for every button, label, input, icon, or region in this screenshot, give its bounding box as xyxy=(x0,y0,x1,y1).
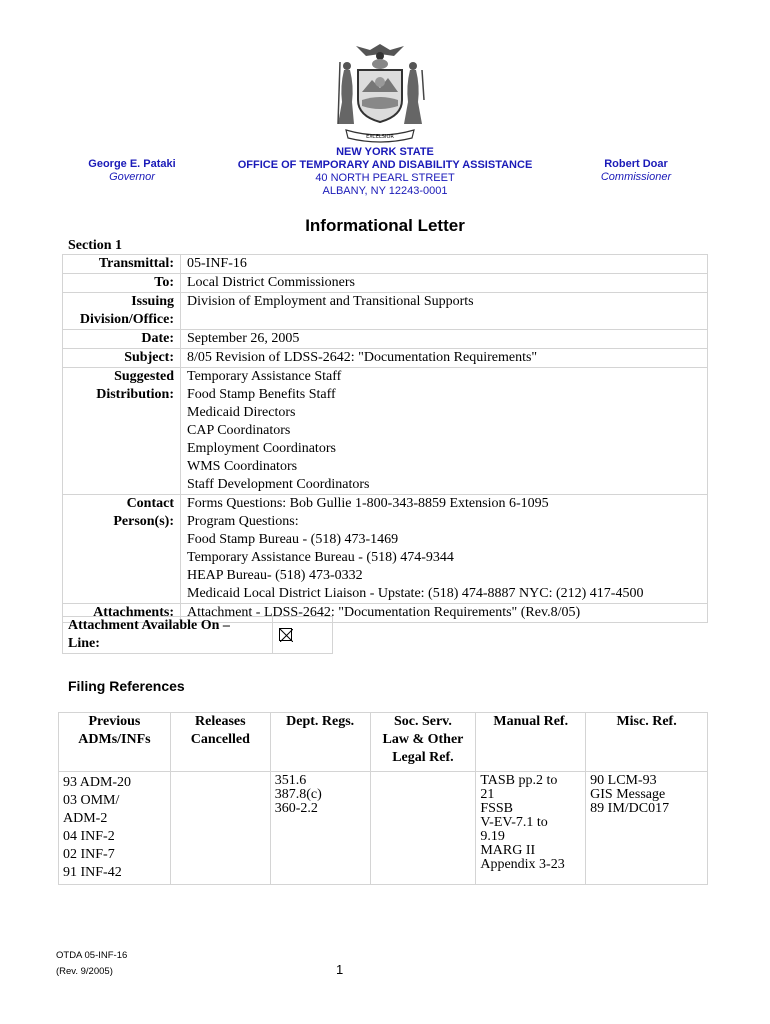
header-releases xyxy=(170,713,270,772)
distribution-item: WMS Coordinators xyxy=(187,459,298,474)
distribution-row xyxy=(63,368,708,495)
contact-label-line-1: Contact xyxy=(126,496,174,511)
commissioner-block xyxy=(586,158,686,184)
manual-ref-item: TASB pp.2 to xyxy=(480,773,558,788)
header-text: Dept. Regs. xyxy=(286,714,355,729)
misc-ref-cell xyxy=(586,772,708,885)
commissioner-title: Commissioner xyxy=(600,171,672,183)
section-label: Section 1 xyxy=(68,238,123,253)
previous-cell xyxy=(59,772,171,885)
manual-ref-item: V-EV-7.1 to xyxy=(480,815,548,830)
transmittal-row xyxy=(63,255,708,274)
previous-item: 04 INF-2 xyxy=(63,829,115,844)
subject-row xyxy=(63,349,708,368)
governor-title: Governor xyxy=(109,171,155,183)
manual-ref-cell xyxy=(476,772,586,885)
contact-row xyxy=(63,495,708,604)
contact-item: Program Questions: xyxy=(187,514,299,529)
contact-item: Temporary Assistance Bureau - (518) 474-9344 xyxy=(187,550,454,565)
city-address: ALBANY, NY 12243-0001 xyxy=(322,185,448,197)
misc-ref-item: 89 IM/DC017 xyxy=(590,801,670,816)
previous-item: 02 INF-7 xyxy=(63,847,115,862)
previous-item: 93 ADM-20 xyxy=(63,775,132,790)
to-row xyxy=(63,274,708,293)
transmittal-table xyxy=(62,254,708,623)
distribution-item: CAP Coordinators xyxy=(187,423,291,438)
online-label-line-2: Line: xyxy=(68,636,100,651)
distribution-item: Temporary Assistance Staff xyxy=(187,369,342,384)
date-value: September 26, 2005 xyxy=(181,330,708,349)
state-name: NEW YORK STATE xyxy=(336,146,434,158)
transmittal-label: Transmittal: xyxy=(63,255,181,274)
footer-revision: (Rev. 9/2005) xyxy=(56,966,113,977)
transmittal-value: 05-INF-16 xyxy=(181,255,708,274)
header-text: Misc. Ref. xyxy=(616,714,677,729)
filing-references-table xyxy=(58,712,708,885)
manual-ref-item: Appendix 3-23 xyxy=(480,857,565,872)
previous-item: 91 INF-42 xyxy=(63,865,122,880)
manual-ref-item: FSSB xyxy=(480,801,514,816)
header-text: Legal Ref. xyxy=(392,750,454,765)
previous-item: ADM-2 xyxy=(63,811,108,826)
header-text: ADMs/INFs xyxy=(78,732,151,747)
to-value: Local District Commissioners xyxy=(181,274,708,293)
commissioner-name: Robert Doar xyxy=(604,158,668,170)
attachments-label: Attachments: xyxy=(63,604,181,623)
distribution-item: Food Stamp Benefits Staff xyxy=(187,387,336,402)
online-label-line-1: Attachment Available On – xyxy=(68,618,230,633)
filing-references-title: Filing References xyxy=(68,678,185,694)
distribution-item: Employment Coordinators xyxy=(187,441,336,456)
issuing-label-line-2: Division/Office: xyxy=(79,312,174,327)
header-soc-serv xyxy=(370,713,476,772)
street-address: 40 NORTH PEARL STREET xyxy=(315,172,455,184)
checked-x-icon xyxy=(280,629,293,642)
dept-reg-item: 387.8(c) xyxy=(274,787,322,802)
page-number: 1 xyxy=(336,962,344,977)
issuing-value: Division of Employment and Transitional Supports xyxy=(181,293,708,330)
date-row xyxy=(63,330,708,349)
distribution-label xyxy=(63,368,181,495)
online-checkbox[interactable] xyxy=(279,628,292,641)
governor-block xyxy=(70,158,194,184)
header-misc-ref xyxy=(586,713,708,772)
contact-label xyxy=(63,495,181,604)
online-spacer xyxy=(333,617,709,654)
contact-item: HEAP Bureau- (518) 473-0332 xyxy=(187,568,363,583)
contact-list xyxy=(181,495,708,604)
header-dept-regs xyxy=(270,713,370,772)
seal-motto: EXCELSIOR xyxy=(366,134,394,140)
governor-name: George E. Pataki xyxy=(88,158,176,170)
distribution-label-line-1: Suggested xyxy=(114,369,174,384)
issuing-row xyxy=(63,293,708,330)
manual-ref-item: MARG II xyxy=(480,843,536,858)
dept-reg-item: 351.6 xyxy=(274,773,307,788)
distribution-item: Staff Development Coordinators xyxy=(187,477,370,492)
online-table xyxy=(62,616,708,654)
online-row xyxy=(63,617,709,654)
online-label xyxy=(63,617,273,654)
footer-form-code: OTDA 05-INF-16 xyxy=(56,950,128,961)
contact-label-line-2: Person(s): xyxy=(113,514,174,529)
to-label: To: xyxy=(63,274,181,293)
header-manual-ref xyxy=(476,713,586,772)
distribution-label-line-2: Distribution: xyxy=(96,387,174,402)
header-previous xyxy=(59,713,171,772)
footer-code-block xyxy=(56,948,127,980)
contact-item: Forms Questions: Bob Gullie 1-800-343-8859 Extension 6-1095 xyxy=(187,496,549,511)
previous-item: 03 OMM/ xyxy=(63,793,120,808)
contact-item: Food Stamp Bureau - (518) 473-1469 xyxy=(187,532,399,547)
online-checkbox-cell xyxy=(273,617,333,654)
document-title: Informational Letter xyxy=(305,216,465,235)
date-label: Date: xyxy=(63,330,181,349)
office-name: OFFICE OF TEMPORARY AND DISABILITY ASSISTANCE xyxy=(237,159,533,171)
distribution-item: Medicaid Directors xyxy=(187,405,296,420)
releases-cell xyxy=(170,772,270,885)
header-text: Releases xyxy=(195,714,246,729)
header-text: Law & Other xyxy=(382,732,464,747)
contact-item: Medicaid Local District Liaison - Upstate: (518) 474-8887 NYC: (212) 417-4500 xyxy=(187,586,644,601)
subject-label: Subject: xyxy=(63,349,181,368)
dept-reg-item: 360-2.2 xyxy=(274,801,318,816)
header-text: Manual Ref. xyxy=(493,714,569,729)
issuing-label-line-1: Issuing xyxy=(131,294,174,309)
filing-header-row xyxy=(59,713,708,772)
soc-serv-cell xyxy=(370,772,476,885)
misc-ref-item: 90 LCM-93 xyxy=(590,773,657,788)
agency-block xyxy=(210,146,560,198)
distribution-list xyxy=(181,368,708,495)
manual-ref-item: 9.19 xyxy=(480,829,505,844)
header-text: Soc. Serv. xyxy=(393,714,452,729)
header-text: Previous xyxy=(88,714,141,729)
dept-regs-cell xyxy=(270,772,370,885)
manual-ref-item: 21 xyxy=(480,787,495,802)
filing-data-row xyxy=(59,772,708,885)
issuing-label xyxy=(63,293,181,330)
header-text: Cancelled xyxy=(190,732,250,747)
attachments-value: Attachment - LDSS-2642: "Documentation Requirements" (Rev.8/05) xyxy=(181,604,708,623)
misc-ref-item: GIS Message xyxy=(590,787,666,802)
subject-value: 8/05 Revision of LDSS-2642: "Documentation Requirements" xyxy=(181,349,708,368)
new-york-state-seal-icon xyxy=(326,40,434,146)
